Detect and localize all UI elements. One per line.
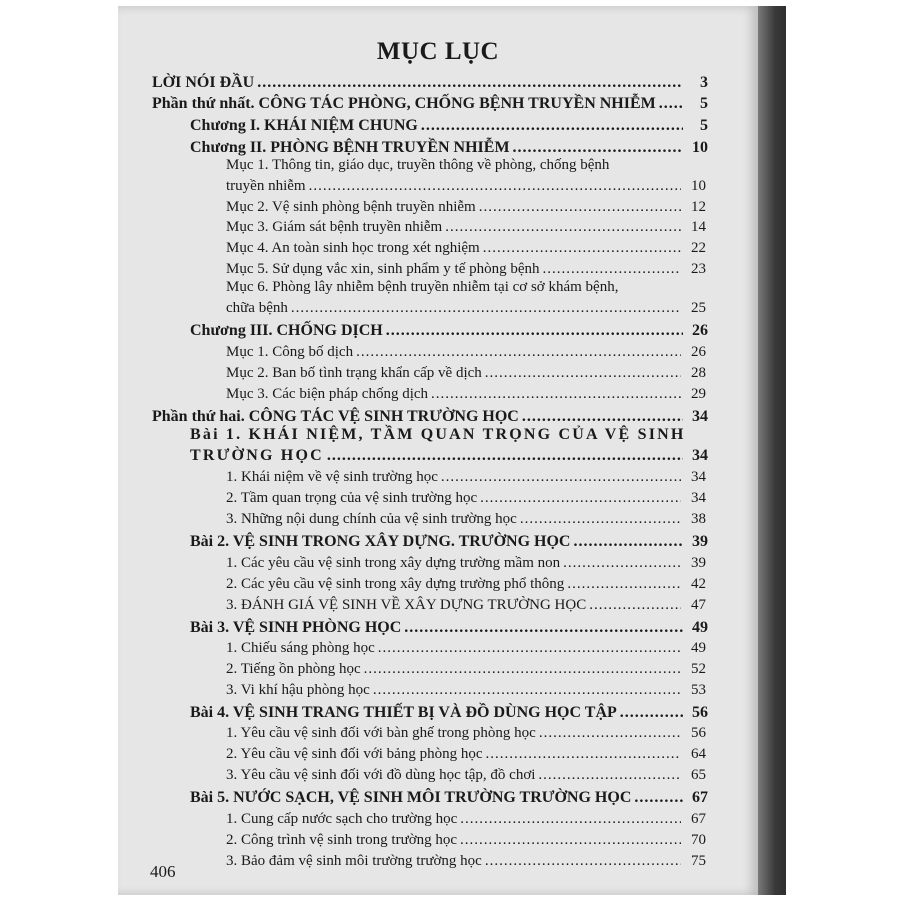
- dot-leader: [634, 789, 683, 807]
- toc-entry-title: Mục 2. Ban bố tình trạng khẩn cấp về dịch: [226, 365, 482, 381]
- toc-entry-page: 5: [700, 117, 708, 134]
- toc-entry-first-line: Mục 1. Thông tin, giáo dục, truyền thông về phòng, chống bệnh: [226, 157, 610, 173]
- toc-entry-title: 2. Công trình vệ sinh trong trường học: [226, 832, 458, 848]
- dot-leader: [291, 300, 681, 317]
- toc-entry-title: Bài 5. NƯỚC SẠCH, VỆ SINH MÔI TRƯỜNG TRƯỜNG HỌC: [190, 789, 632, 806]
- toc-entry: [226, 597, 706, 614]
- toc-entry: [226, 490, 706, 507]
- dot-leader: [486, 746, 682, 763]
- toc-entry: [152, 74, 708, 92]
- toc-entry: [190, 789, 708, 807]
- dot-leader: [479, 199, 681, 216]
- dot-leader: [483, 240, 681, 257]
- dot-leader: [327, 447, 683, 465]
- toc-entry-title: Phần thứ hai. CÔNG TÁC VỆ SINH TRƯỜNG HỌC: [152, 408, 519, 425]
- toc-entry: [190, 139, 708, 157]
- toc-entry-first-line: Bài 1. KHÁI NIỆM, TẦM QUAN TRỌNG CỦA VỆ SINH: [190, 426, 686, 443]
- toc-entry: [226, 811, 706, 828]
- toc-entry-page: 23: [691, 261, 706, 277]
- toc-entry: [226, 640, 706, 657]
- dot-leader: [373, 682, 681, 699]
- toc-entry-title: Mục 5. Sử dụng vắc xin, sinh phẩm y tế phòng bệnh: [226, 261, 540, 277]
- dot-leader: [309, 178, 681, 195]
- toc-entry-title: 2. Yêu cầu vệ sinh đối với bảng phòng học: [226, 746, 483, 762]
- toc-entry-page: 49: [691, 640, 706, 656]
- toc-entry-title: Chương I. KHÁI NIỆM CHUNG: [190, 117, 418, 134]
- toc-entry: [226, 300, 706, 317]
- toc-entry-title: Bài 4. VỆ SINH TRANG THIẾT BỊ VÀ ĐỒ DÙNG HỌC TẬP: [190, 704, 617, 721]
- toc-entry-title: Mục 1. Công bố dịch: [226, 344, 354, 360]
- toc-entry-page: 34: [692, 408, 708, 425]
- dot-leader: [378, 640, 681, 657]
- page-number: 406: [150, 862, 176, 881]
- toc-entry-page: 10: [691, 178, 706, 194]
- toc-entry: [226, 199, 706, 216]
- toc-entry: [190, 619, 708, 637]
- dot-leader: [404, 619, 683, 637]
- toc-entry-page: 28: [691, 365, 706, 381]
- toc-entry-title: Phần thứ nhất. CÔNG TÁC PHÒNG, CHỐNG BỆNH TRUYỀN NHIỄM: [152, 95, 656, 112]
- toc-entry-page: 53: [691, 682, 706, 698]
- toc-entry: [226, 832, 706, 849]
- toc-entry-title: truyền nhiễm: [226, 178, 306, 194]
- toc-entry-title: Chương III. CHỐNG DỊCH: [190, 322, 383, 339]
- toc-entry-title: chữa bệnh: [226, 300, 288, 316]
- toc-entry-page: 52: [691, 661, 706, 677]
- dot-leader: [460, 832, 681, 849]
- toc-entry-title: Bài 3. VỆ SINH PHÒNG HỌC: [190, 619, 402, 636]
- toc-entry-page: 42: [691, 576, 706, 592]
- page-title: MỤC LỤC: [376, 38, 500, 65]
- toc-entry-title: 3. Yêu cầu vệ sinh đối với đồ dùng học tập, đồ chơi: [226, 767, 536, 783]
- toc-entry-title: Mục 3. Giám sát bệnh truyền nhiễm: [226, 219, 443, 235]
- dot-leader: [513, 139, 683, 157]
- toc-entry: [226, 661, 706, 678]
- dot-leader: [356, 344, 681, 361]
- toc-entry-page: 39: [692, 533, 708, 550]
- toc-entry-title: 1. Các yêu cầu vệ sinh trong xây dựng trường mầm non: [226, 555, 561, 571]
- toc-entry: [226, 767, 706, 784]
- dot-leader: [538, 767, 681, 784]
- dot-leader: [485, 853, 681, 870]
- toc-entry: [190, 533, 708, 551]
- toc-entry-page: 70: [691, 832, 706, 848]
- toc-entry-page: 65: [691, 767, 706, 783]
- toc-entry: [226, 469, 706, 486]
- dot-leader: [431, 386, 681, 403]
- toc-entry-first-line: Mục 6. Phòng lây nhiễm bệnh truyền nhiễm tại cơ sở khám bệnh,: [226, 279, 619, 295]
- dot-leader: [386, 322, 683, 340]
- toc-entry-page: 14: [691, 219, 706, 235]
- toc-entry-page: 12: [691, 199, 706, 215]
- toc-entry-title: Mục 3. Các biện pháp chống dịch: [226, 386, 429, 402]
- toc-entry-page: 67: [692, 789, 708, 806]
- toc-entry-title: 2. Các yêu cầu vệ sinh trong xây dựng trường phổ thông: [226, 576, 565, 592]
- toc-entry-title: 1. Cung cấp nước sạch cho trường học: [226, 811, 458, 827]
- toc-entry: [226, 219, 706, 236]
- toc-entry: [190, 704, 708, 722]
- dot-leader: [480, 490, 681, 507]
- toc-entry: [226, 555, 706, 572]
- toc-entry-page: 56: [691, 725, 706, 741]
- toc-entry: [226, 682, 706, 699]
- toc-entry: [226, 725, 706, 742]
- toc-entry: [190, 322, 708, 340]
- book-spine: [758, 6, 786, 895]
- dot-leader: [460, 811, 681, 828]
- toc-entry-page: 22: [691, 240, 706, 256]
- dot-leader: [539, 725, 681, 742]
- toc-entry-page: 67: [691, 811, 706, 827]
- toc-entry: [152, 408, 708, 426]
- toc-entry-title: 3. ĐÁNH GIÁ VỆ SINH VỀ XÂY DỰNG TRƯỜNG HỌC: [226, 597, 587, 613]
- dot-leader: [573, 533, 683, 551]
- toc-entry-page: 29: [691, 386, 706, 402]
- dot-leader: [567, 576, 681, 593]
- toc-entry-title: 3. Vi khí hậu phòng học: [226, 682, 370, 698]
- dot-leader: [445, 219, 681, 236]
- toc-entry-title: Mục 4. An toàn sinh học trong xét nghiệm: [226, 240, 480, 256]
- toc-entry-page: 38: [691, 511, 706, 527]
- toc-entry: [190, 447, 708, 465]
- dot-leader: [659, 95, 683, 113]
- toc-entry-page: 75: [691, 853, 706, 869]
- toc-entry-page: 34: [692, 447, 708, 464]
- toc-entry-page: 34: [691, 490, 706, 506]
- toc-entry-title: Mục 2. Vệ sinh phòng bệnh truyền nhiễm: [226, 199, 476, 215]
- dot-leader: [421, 117, 683, 135]
- toc-entry-page: 49: [692, 619, 708, 636]
- toc-entry: [226, 386, 706, 403]
- toc-entry-title: 3. Bảo đảm vệ sinh môi trường trường học: [226, 853, 482, 869]
- toc-entry-page: 10: [692, 139, 708, 156]
- dot-leader: [485, 365, 681, 382]
- toc-entry-title: Chương II. PHÒNG BỆNH TRUYỀN NHIỄM: [190, 139, 510, 156]
- dot-leader: [563, 555, 681, 572]
- toc-entry-page: 26: [691, 344, 706, 360]
- dot-leader: [364, 661, 681, 678]
- toc-entry: [226, 746, 706, 763]
- toc-entry: [226, 576, 706, 593]
- dot-leader: [257, 74, 683, 92]
- toc-entry-title: 2. Tiếng ồn phòng học: [226, 661, 361, 677]
- dot-leader: [543, 261, 681, 278]
- dot-leader: [522, 408, 683, 426]
- dot-leader: [589, 597, 681, 614]
- toc-entry-page: 39: [691, 555, 706, 571]
- dot-leader: [520, 511, 681, 528]
- toc-entry-page: 5: [700, 95, 708, 112]
- toc-entry-page: 3: [700, 74, 708, 91]
- toc-entry-page: 64: [691, 746, 706, 762]
- toc-entry-title: 3. Những nội dung chính của vệ sinh trường học: [226, 511, 517, 527]
- toc-entry-page: 47: [691, 597, 706, 613]
- toc-entry-title: TRƯỜNG HỌC: [190, 447, 324, 464]
- toc-entry-title: 1. Yêu cầu vệ sinh đối với bàn ghế trong phòng học: [226, 725, 536, 741]
- toc-entry: [226, 365, 706, 382]
- toc-entry: [226, 853, 706, 870]
- dot-leader: [620, 704, 683, 722]
- toc-entry: [226, 178, 706, 195]
- toc-entry-title: 1. Khái niệm về vệ sinh trường học: [226, 469, 438, 485]
- toc-entry: [152, 95, 708, 113]
- toc-entry-title: 1. Chiếu sáng phòng học: [226, 640, 375, 656]
- toc-entry: [226, 511, 706, 528]
- toc-entry-title: Bài 2. VỆ SINH TRONG XÂY DỰNG. TRƯỜNG HỌC: [190, 533, 571, 550]
- toc-entry-title: LỜI NÓI ĐẦU: [152, 74, 255, 91]
- toc-entry-page: 34: [691, 469, 706, 485]
- toc-entry-title: 2. Tầm quan trọng của vệ sinh trường học: [226, 490, 478, 506]
- toc-entry: [226, 240, 706, 257]
- toc-entry-page: 25: [691, 300, 706, 316]
- toc-entry: [226, 344, 706, 361]
- toc-entry: [190, 117, 708, 135]
- dot-leader: [441, 469, 681, 486]
- toc-entry: [226, 261, 706, 278]
- toc-entry-page: 26: [692, 322, 708, 339]
- toc-entry-page: 56: [692, 704, 708, 721]
